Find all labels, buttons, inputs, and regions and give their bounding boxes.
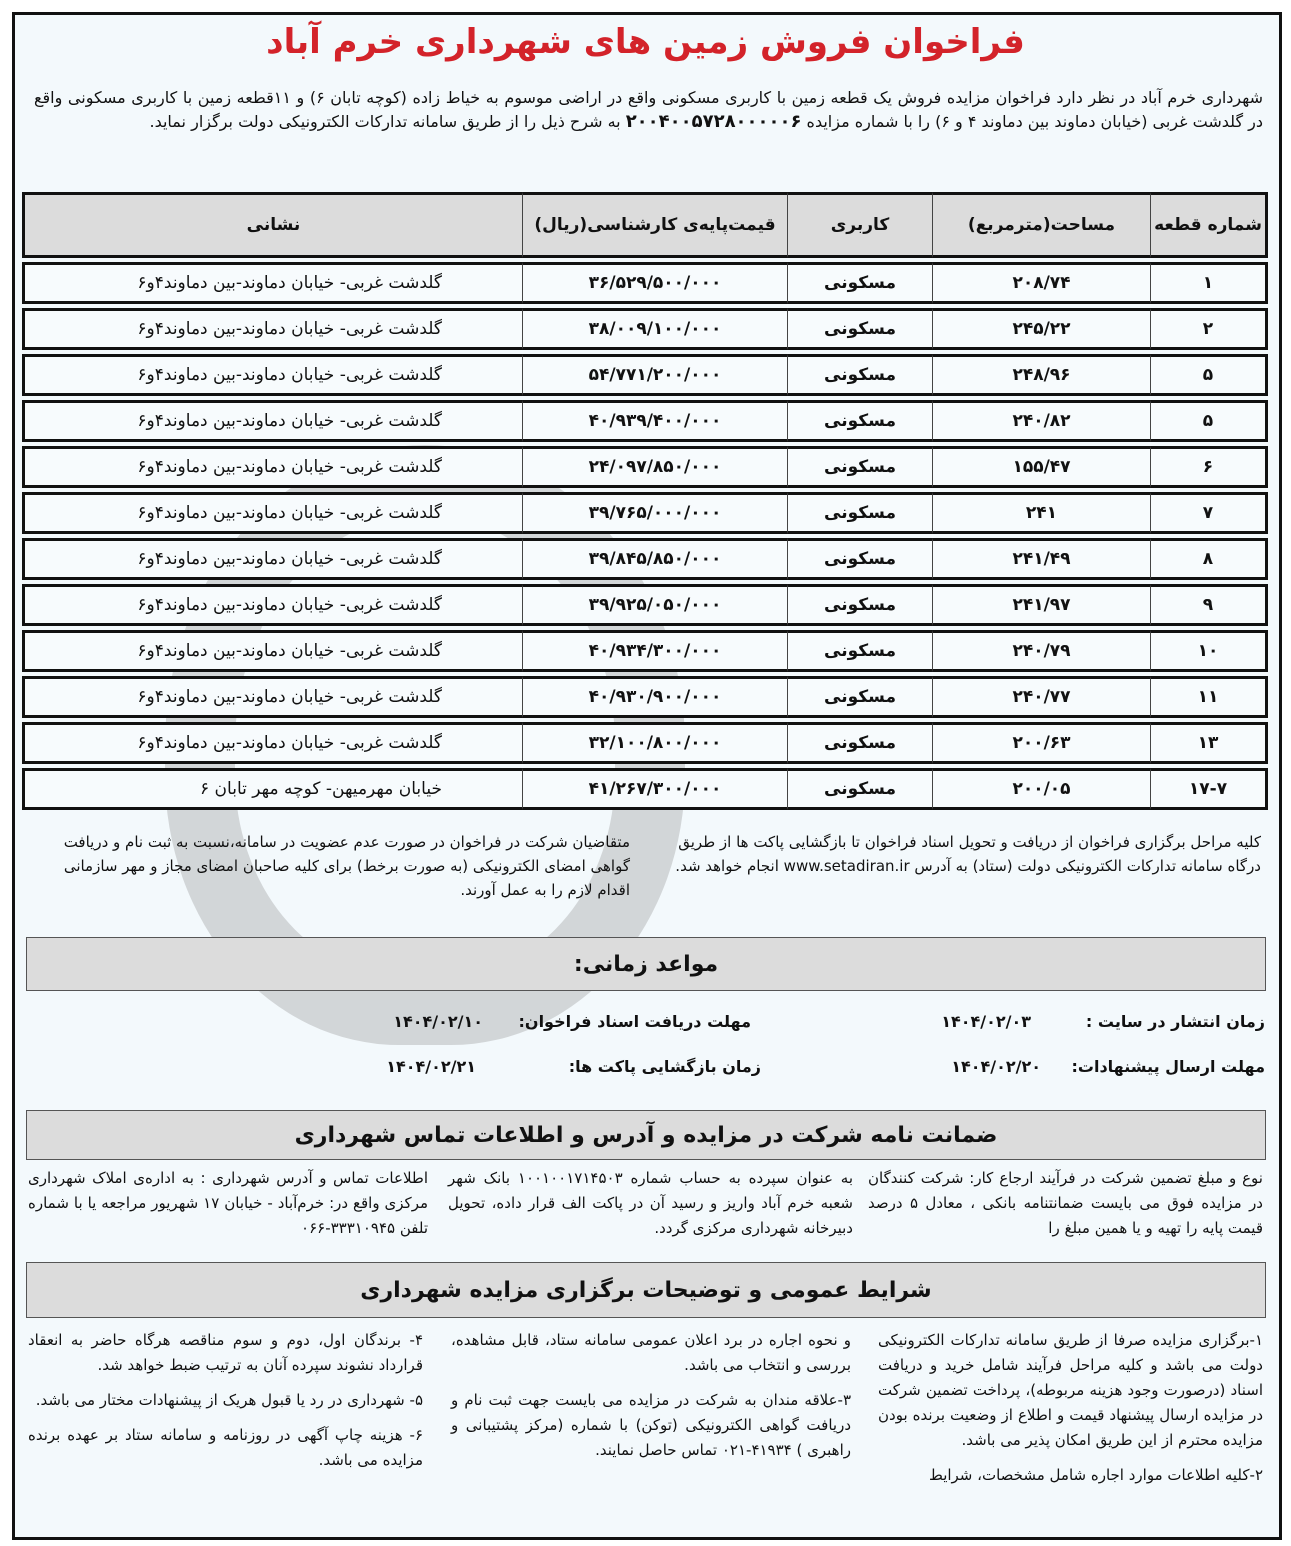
area: ۱۵۵/۴۷ bbox=[932, 446, 1150, 488]
submit-date: ۱۴۰۴/۰۲/۲۰ bbox=[951, 1057, 1041, 1076]
area: ۲۴۱ bbox=[932, 492, 1150, 534]
address: گلدشت غربی- خیابان دماوند-بین دماوند۴و۶ bbox=[22, 722, 522, 764]
table-row bbox=[22, 630, 1268, 672]
column-header: نشانی bbox=[22, 192, 522, 258]
docs-date: ۱۴۰۴/۰۲/۱۰ bbox=[393, 1012, 483, 1031]
submit-label: مهلت ارسال پیشنهادات: bbox=[1071, 1057, 1265, 1076]
address: گلدشت غربی- خیابان دماوند-بین دماوند۴و۶ bbox=[22, 630, 522, 672]
address: گلدشت غربی- خیابان دماوند-بین دماوند۴و۶ bbox=[22, 538, 522, 580]
table-row bbox=[22, 446, 1268, 488]
table-row bbox=[22, 768, 1268, 810]
area: ۲۰۰/۶۳ bbox=[932, 722, 1150, 764]
base-price: ۳۹/۸۴۵/۸۵۰/۰۰۰ bbox=[522, 538, 787, 580]
area: ۲۴۸/۹۶ bbox=[932, 354, 1150, 396]
address: گلدشت غربی- خیابان دماوند-بین دماوند۴و۶ bbox=[22, 262, 522, 304]
parcel-number: ۹ bbox=[1150, 584, 1268, 626]
base-price: ۳۶/۵۲۹/۵۰۰/۰۰۰ bbox=[522, 262, 787, 304]
area: ۲۴۰/۷۹ bbox=[932, 630, 1150, 672]
parcel-number: ۱۱ bbox=[1150, 676, 1268, 718]
auction-number: ۲۰۰۴۰۰۵۷۲۸۰۰۰۰۰۶ bbox=[625, 111, 802, 132]
usage: مسکونی bbox=[787, 308, 932, 350]
base-price: ۴۰/۹۳۰/۹۰۰/۰۰۰ bbox=[522, 676, 787, 718]
condition-5: ۵- شهرداری در رد یا قبول هریک از پیشنهادات مختار می باشد. bbox=[35, 1391, 423, 1409]
area: ۲۴۱/۴۹ bbox=[932, 538, 1150, 580]
table-row bbox=[22, 722, 1268, 764]
guarantee-heading: ضمانت نامه شرکت در مزایده و آدرس و اطلاعات تماس شهرداری bbox=[26, 1110, 1266, 1160]
usage: مسکونی bbox=[787, 446, 932, 488]
table-row bbox=[22, 354, 1268, 396]
base-price: ۴۱/۲۶۷/۳۰۰/۰۰۰ bbox=[522, 768, 787, 810]
area: ۲۰۰/۰۵ bbox=[932, 768, 1150, 810]
publish-label: زمان انتشار در سایت : bbox=[1085, 1012, 1265, 1031]
guarantee-col1: نوع و مبلغ تضمین شرکت در فرآیند ارجاع کار: شرکت کنندگان در مزایده فوق می بایست ضمانتنامه بانکی ، معادل ۵ درصد قیمت پایه را تهیه و یا همین مبلغ را bbox=[868, 1169, 1263, 1237]
area: ۲۰۸/۷۴ bbox=[932, 262, 1150, 304]
parcel-number: ۵ bbox=[1150, 400, 1268, 442]
intro-text: شهرداری خرم آباد در نظر دارد فراخوان مزایده فروش یک قطعه زمین با کاربری مسکونی واقع در اراضی موسوم به خیاط زاده (کوچه تابان ۶) و ۱۱قطعه زمین با کاربری مسکونی واقع در گلدشت غربی (خیابان دماوند بین دماوند ۴ و ۶) را با شماره مزایده bbox=[34, 88, 1264, 131]
condition-1: ۱-برگزاری مزایده صرفا از طریق سامانه تدارکات الکترونیکی دولت می باشد و کلیه مراحل فرآیند شامل خرید و دریافت اسناد (درصورت وجود هزینه مربوطه)، پرداخت تضمین شرکت در مزایده ارسال پیشنهاد قیمت و اطلاع از وضعیت برنده بودن مزایده محترم از این طریق امکان پذیر می باشد. bbox=[878, 1331, 1263, 1449]
condition-2: ۲-کلیه اطلاعات موارد اجاره شامل مشخصات، شرایط bbox=[928, 1466, 1263, 1484]
intro-text-end: به شرح ذیل را از طریق سامانه تدارکات الکترونیکی دولت برگزار نماید. bbox=[149, 112, 626, 131]
base-price: ۴۰/۹۳۴/۳۰۰/۰۰۰ bbox=[522, 630, 787, 672]
base-price: ۲۴/۰۹۷/۸۵۰/۰۰۰ bbox=[522, 446, 787, 488]
conditions-heading: شرایط عمومی و توضیحات برگزاری مزایده شهرداری bbox=[26, 1262, 1266, 1318]
parcel-number: ۶ bbox=[1150, 446, 1268, 488]
column-header: شماره قطعه bbox=[1150, 192, 1268, 258]
table-row bbox=[22, 584, 1268, 626]
note-registration: متقاضیان شرکت در فراخوان در صورت عدم عضویت در سامانه،نسبت به ثبت نام و دریافت گواهی امضای الکترونیکی (به صورت برخط) برای کلیه صاحبان امضای مجاز و مهر سازمانی اقدام لازم را به عمل آورند. bbox=[63, 833, 630, 899]
open-date: ۱۴۰۴/۰۲/۲۱ bbox=[386, 1057, 476, 1076]
base-price: ۳۹/۹۲۵/۰۵۰/۰۰۰ bbox=[522, 584, 787, 626]
open-label: زمان بازگشایی پاکت ها: bbox=[568, 1057, 761, 1076]
condition-6: ۶- هزینه چاپ آگهی در روزنامه و سامانه ستاد بر عهده برنده مزایده می باشد. bbox=[28, 1426, 423, 1469]
area: ۲۴۱/۹۷ bbox=[932, 584, 1150, 626]
parcel-number: ۵ bbox=[1150, 354, 1268, 396]
usage: مسکونی bbox=[787, 400, 932, 442]
address: گلدشت غربی- خیابان دماوند-بین دماوند۴و۶ bbox=[22, 354, 522, 396]
publish-date: ۱۴۰۴/۰۲/۰۳ bbox=[941, 1012, 1031, 1031]
condition-4: ۴- برندگان اول، دوم و سوم مناقصه هرگاه حاضر به انعقاد قرارداد نشوند سپرده آنان به ترتیب ضبط خواهد شد. bbox=[28, 1331, 423, 1374]
usage: مسکونی bbox=[787, 492, 932, 534]
condition-2-cont: و نحوه اجاره در برد اعلان عمومی سامانه ستاد، قابل مشاهده، بررسی و انتخاب می باشد. bbox=[451, 1331, 851, 1374]
usage: مسکونی bbox=[787, 584, 932, 626]
base-price: ۳۸/۰۰۹/۱۰۰/۰۰۰ bbox=[522, 308, 787, 350]
parcel-number: ۸ bbox=[1150, 538, 1268, 580]
schedule-heading: مواعد زمانی: bbox=[26, 937, 1266, 991]
base-price: ۴۰/۹۳۹/۴۰۰/۰۰۰ bbox=[522, 400, 787, 442]
table-row bbox=[22, 400, 1268, 442]
table-row bbox=[22, 308, 1268, 350]
table-row bbox=[22, 262, 1268, 304]
table-row bbox=[22, 676, 1268, 718]
address: گلدشت غربی- خیابان دماوند-بین دماوند۴و۶ bbox=[22, 492, 522, 534]
address: گلدشت غربی- خیابان دماوند-بین دماوند۴و۶ bbox=[22, 446, 522, 488]
parcel-number: ۱ bbox=[1150, 262, 1268, 304]
address: گلدشت غربی- خیابان دماوند-بین دماوند۴و۶ bbox=[22, 400, 522, 442]
column-header: مساحت(مترمربع) bbox=[932, 192, 1150, 258]
usage: مسکونی bbox=[787, 722, 932, 764]
usage: مسکونی bbox=[787, 354, 932, 396]
base-price: ۵۴/۷۷۱/۲۰۰/۰۰۰ bbox=[522, 354, 787, 396]
usage: مسکونی bbox=[787, 262, 932, 304]
table-row bbox=[22, 492, 1268, 534]
page-title: فراخوان فروش زمین های شهرداری خرم آباد bbox=[266, 22, 1025, 62]
usage: مسکونی bbox=[787, 630, 932, 672]
column-header: کاربری bbox=[787, 192, 932, 258]
address: گلدشت غربی- خیابان دماوند-بین دماوند۴و۶ bbox=[22, 676, 522, 718]
usage: مسکونی bbox=[787, 676, 932, 718]
parcel-number: ۷ bbox=[1150, 492, 1268, 534]
column-header: قیمت‌پایه‌ی کارشناسی(ریال) bbox=[522, 192, 787, 258]
contact-info: اطلاعات تماس و آدرس شهرداری : به اداره‌ی املاک شهرداری مرکزی واقع در: خرم‌آباد - خیابان ۱۷ شهریور مراجعه یا با شماره تلفن ۳۳۳۱۰۹۴۵-۰۶۶ bbox=[28, 1169, 429, 1237]
area: ۲۴۰/۸۲ bbox=[932, 400, 1150, 442]
address: گلدشت غربی- خیابان دماوند-بین دماوند۴و۶ bbox=[22, 584, 522, 626]
address: خیابان مهرمیهن- کوچه مهر تابان ۶ bbox=[22, 768, 522, 810]
guarantee-col2: به عنوان سپرده به حساب شماره ۱۰۰۱۰۰۱۷۱۴۵۰۳ بانک شهر شعبه خرم آباد واریز و رسید آن در پاکت الف قرار داده، تحویل دبیرخانه شهرداری مرکزی گردد. bbox=[448, 1169, 853, 1237]
parcel-number: ۱۰ bbox=[1150, 630, 1268, 672]
usage: مسکونی bbox=[787, 768, 932, 810]
base-price: ۳۲/۱۰۰/۸۰۰/۰۰۰ bbox=[522, 722, 787, 764]
area: ۲۴۵/۲۲ bbox=[932, 308, 1150, 350]
docs-label: مهلت دریافت اسناد فراخوان: bbox=[518, 1012, 751, 1031]
parcel-number: ۲ bbox=[1150, 308, 1268, 350]
parcel-number: ۱۷-۷ bbox=[1150, 768, 1268, 810]
base-price: ۳۹/۷۶۵/۰۰۰/۰۰۰ bbox=[522, 492, 787, 534]
area: ۲۴۰/۷۷ bbox=[932, 676, 1150, 718]
intro-paragraph bbox=[34, 86, 1263, 134]
note-setad: کلیه مراحل برگزاری فراخوان از دریافت و تحویل اسناد فراخوان تا بازگشایی پاکت ها از طریق درگاه سامانه تدارکات الکترونیکی دولت (ستاد) به آدرس www.setadiran.ir انجام خواهد شد. bbox=[675, 833, 1261, 875]
table-row bbox=[22, 538, 1268, 580]
parcel-number: ۱۳ bbox=[1150, 722, 1268, 764]
condition-3: ۳-علاقه مندان به شرکت در مزایده می بایست جهت ثبت نام و دریافت گواهی الکترونیکی (توکن) با شماره (مرکز پشتیبانی و راهبری ) ۴۱۹۳۴-۰۲۱ تماس حاصل نمایند. bbox=[451, 1391, 851, 1459]
land-table bbox=[22, 188, 1268, 814]
usage: مسکونی bbox=[787, 538, 932, 580]
address: گلدشت غربی- خیابان دماوند-بین دماوند۴و۶ bbox=[22, 308, 522, 350]
